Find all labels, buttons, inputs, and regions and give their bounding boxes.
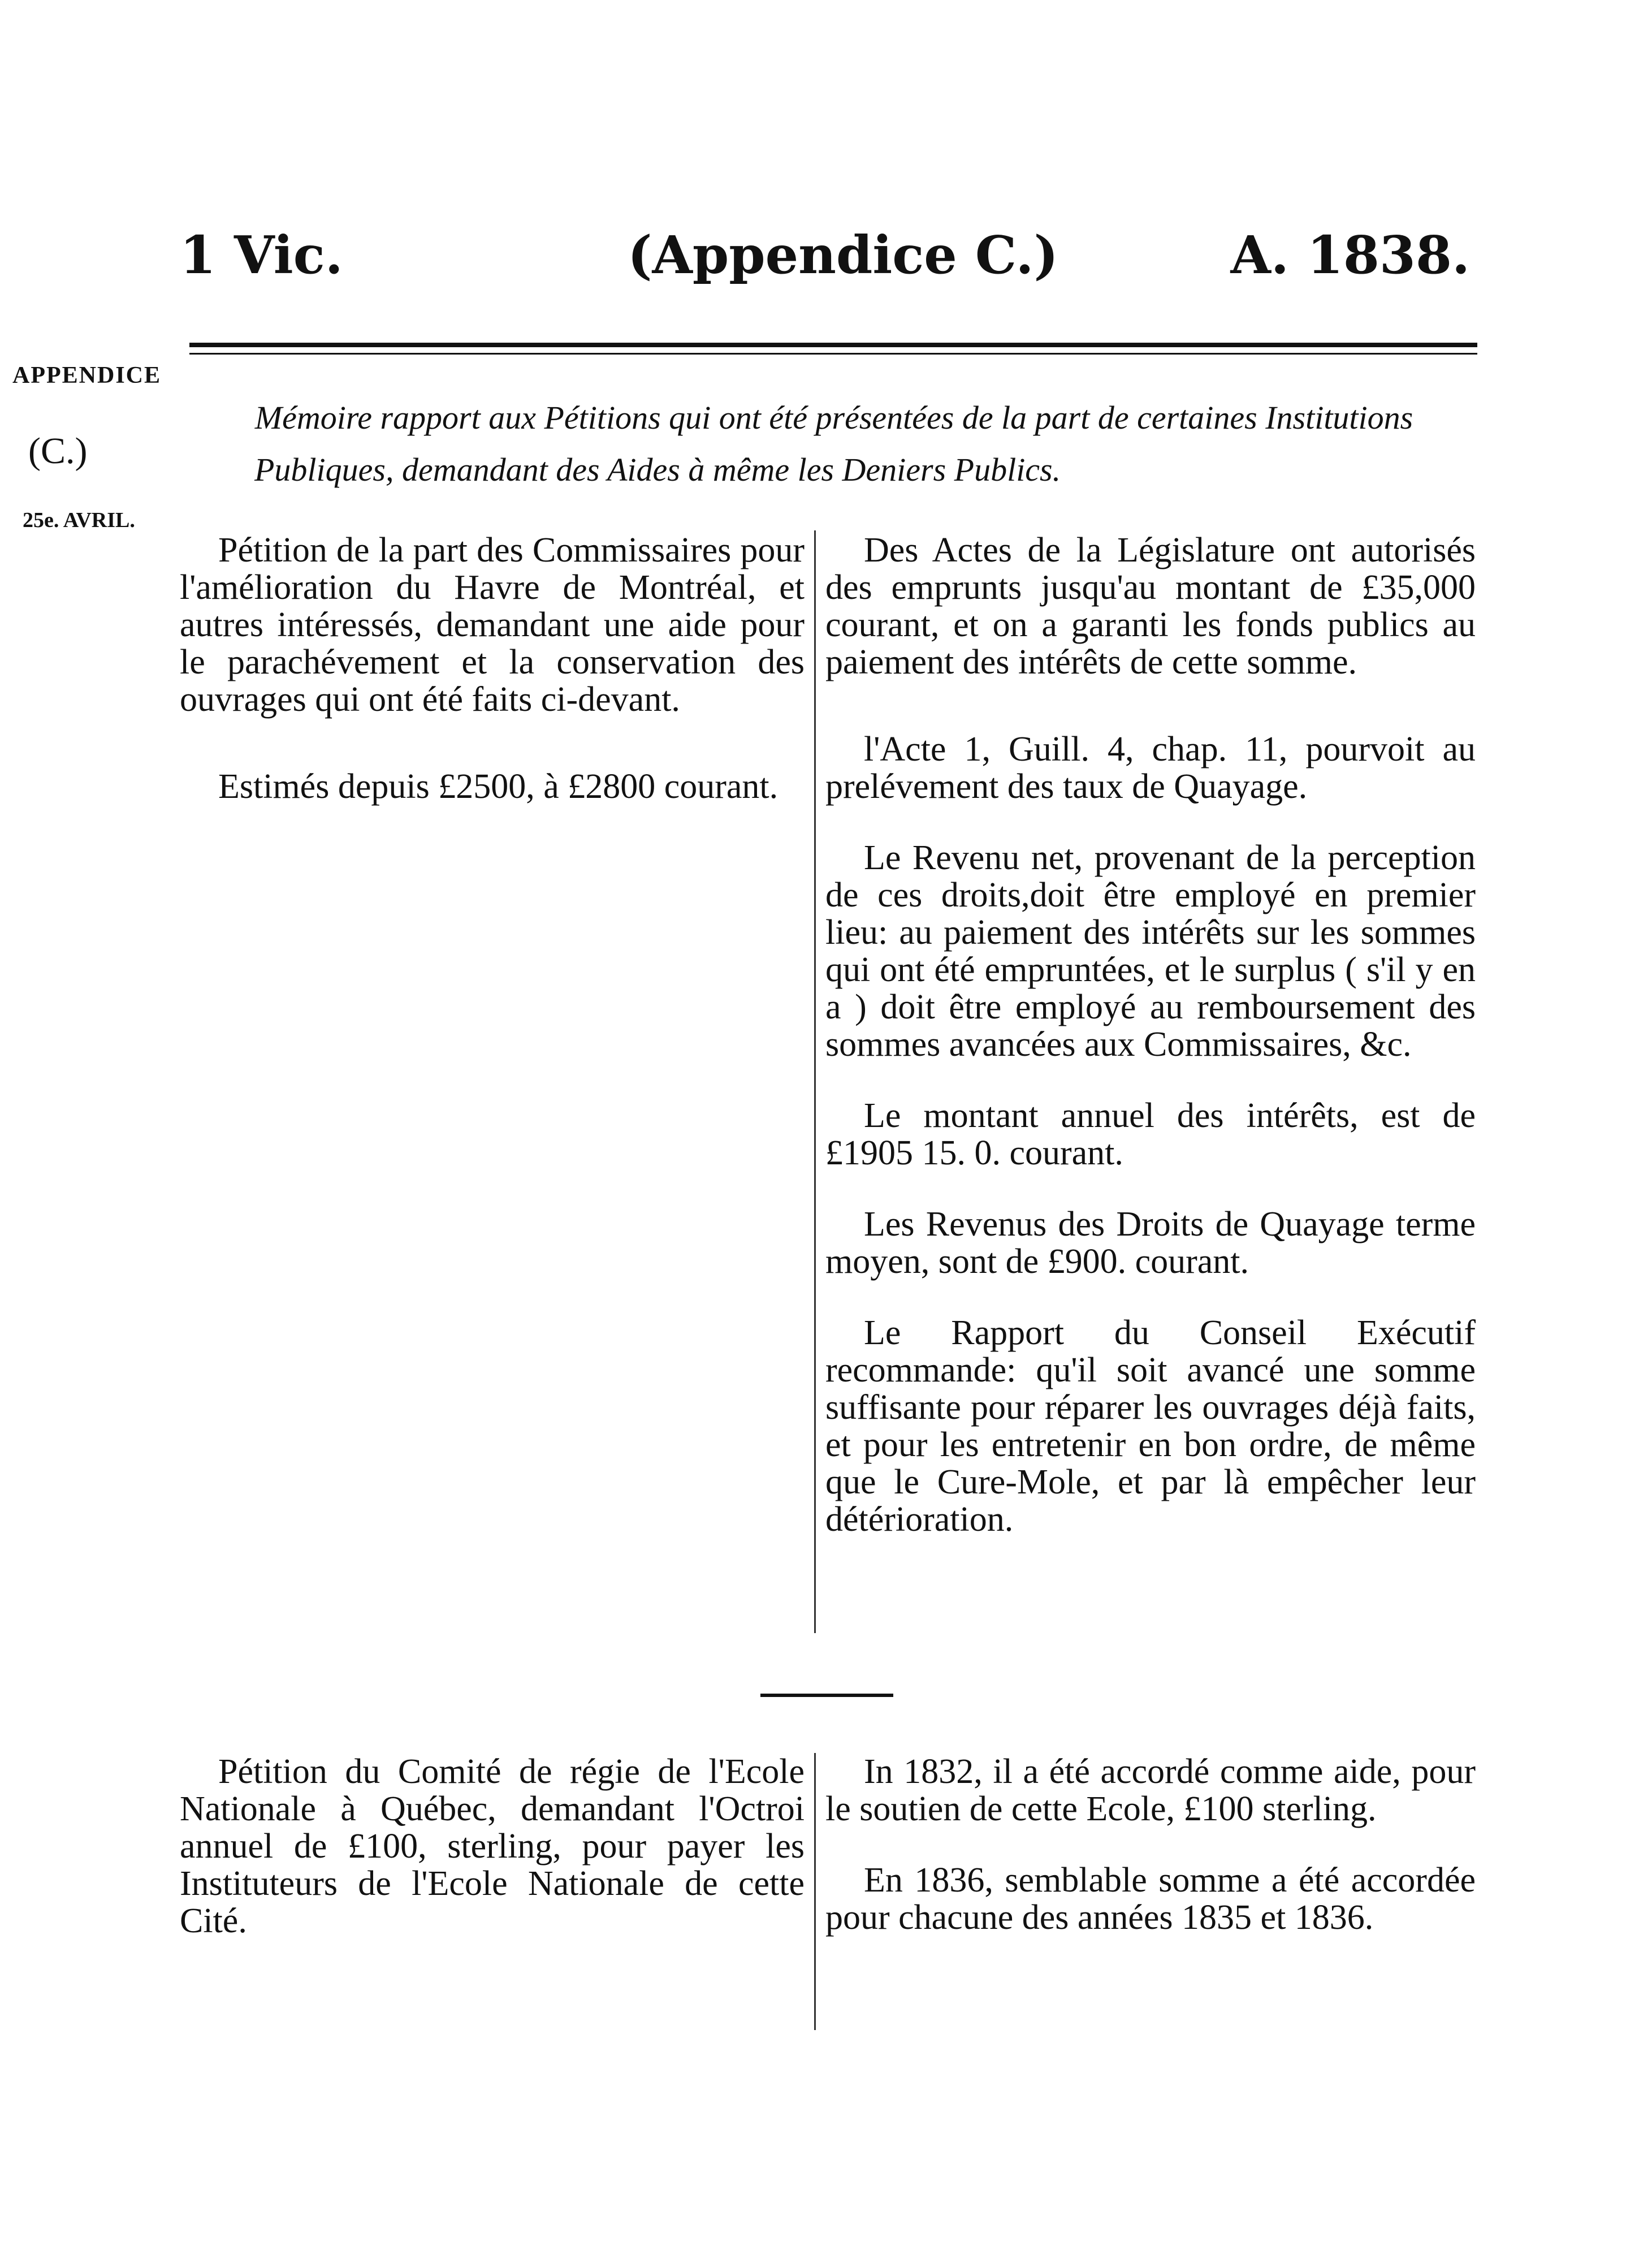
column-divider-1 bbox=[814, 530, 816, 1633]
header-rule-thick bbox=[189, 343, 1477, 347]
header-regnal-year: 1 Vic. bbox=[180, 224, 343, 286]
section2-left-column bbox=[180, 1753, 805, 1940]
section1-right-column bbox=[825, 532, 1476, 1538]
header-rule-thin bbox=[189, 353, 1477, 355]
margin-appendix-letter: (C.) bbox=[28, 430, 88, 472]
header-appendix-label: (Appendice C.) bbox=[628, 224, 1059, 286]
section1-left-paragraph-2: Estimés depuis £2500, à £2800 courant. bbox=[218, 767, 779, 806]
section2-right-column bbox=[825, 1753, 1476, 1936]
memo-title-line-2: Publiques, demandant des Aides à même les Deniers Publics. bbox=[254, 451, 1061, 488]
section-separator bbox=[760, 1694, 893, 1697]
section1-right-paragraph-4: Le montant annuel des intérêts, est de £1905 15. 0. courant. bbox=[825, 1096, 1476, 1172]
column-divider-2 bbox=[814, 1753, 816, 2030]
section1-left-paragraph-1: Pétition de la part des Commissaires pour l'amélioration du Havre de Montréal, et autres intéressés, demandant une aide pour le parachévement et la conservation des ouvrages qui ont été faits ci-devant. bbox=[180, 531, 805, 719]
section1-right-paragraph-1: Des Actes de la Législature ont autorisés des emprunts jusqu'au montant de £35,000 courant, et on a garanti les fonds publics au paiement des intérêts de cette somme. bbox=[825, 531, 1476, 681]
section1-right-paragraph-2: l'Acte 1, Guill. 4, chap. 11, pourvoit au prelévement des taux de Quayage. bbox=[825, 730, 1476, 806]
margin-date: 25e. AVRIL. bbox=[23, 508, 135, 532]
section2-right-paragraph-2: En 1836, semblable somme a été accordée pour chacune des années 1835 et 1836. bbox=[825, 1861, 1476, 1937]
header-year: A. 1838. bbox=[1230, 224, 1470, 286]
section1-left-column bbox=[180, 532, 805, 805]
section1-right-paragraph-5: Les Revenus des Droits de Quayage terme moyen, sont de £900. courant. bbox=[825, 1205, 1476, 1281]
section1-right-paragraph-3: Le Revenu net, provenant de la perception de ces droits,doit être employé en premier lieu: au paiement des intérêts sur les sommes qui ont été empruntées, et le surplus ( s'il y en a ) doit être employé au remboursement des sommes avancées aux Commissaires, &c. bbox=[825, 839, 1476, 1064]
section1-right-paragraph-6: Le Rapport du Conseil Exécutif recommande: qu'il soit avancé une somme suffisante pour réparer les ouvrages déjà faits, et pour les entretenir en bon ordre, de même que le Cure-Mole, et par là empêcher leur détérioration. bbox=[825, 1314, 1476, 1539]
section2-left-paragraph-1: Pétition du Comité de régie de l'Ecole Nationale à Québec, demandant l'Octroi annuel de £100, sterling, pour payer les Instituteurs de l'Ecole Nationale de cette Cité. bbox=[180, 1752, 805, 1940]
memo-title-line-1: Mémoire rapport aux Pétitions qui ont été présentées de la part de certaines Institutions bbox=[254, 399, 1413, 436]
margin-appendice: APPENDICE bbox=[12, 362, 162, 388]
section2-right-paragraph-1: In 1832, il a été accordé comme aide, pour le soutien de cette Ecole, £100 sterling. bbox=[825, 1752, 1476, 1828]
